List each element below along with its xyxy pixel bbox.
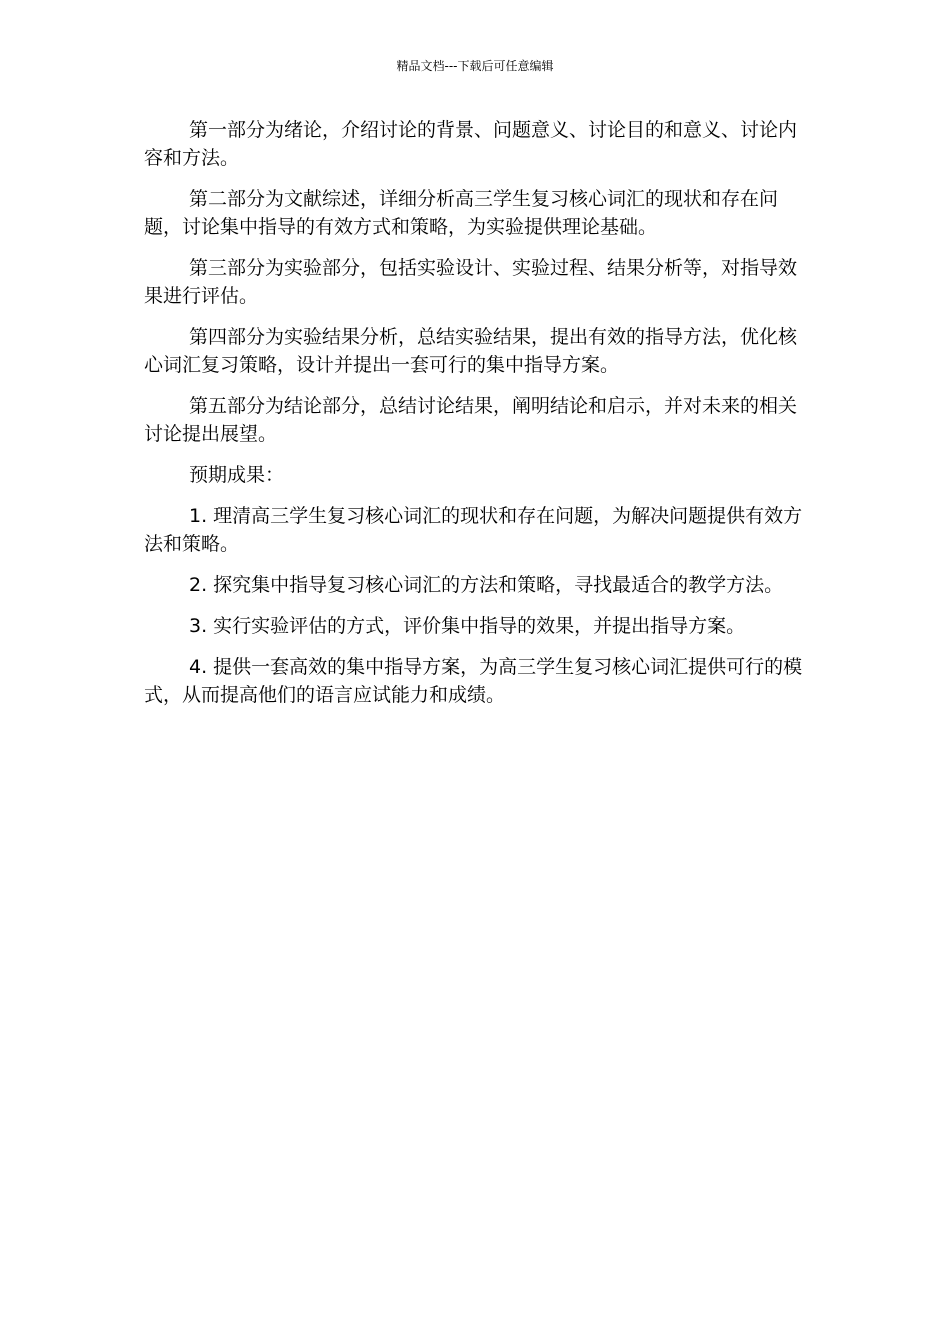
expected-results-heading: 预期成果： — [189, 464, 285, 486]
paragraph-part-two: 第二部分为文献综述，详细分析高三学生复习核心词汇的现状和存在问题，讨论集中指导的有效方式和策略，为实验提供理论基础。 — [144, 188, 779, 238]
expected-result-item-2: 2. 探究集中指导复习核心词汇的方法和策略，寻找最适合的教学方法。 — [189, 574, 784, 596]
page-header: 精品文档---下载后可任意编辑 — [396, 59, 554, 73]
paragraph-part-one: 第一部分为绪论，介绍讨论的背景、问题意义、讨论目的和意义、讨论内容和方法。 — [144, 119, 798, 169]
paragraph-part-five: 第五部分为结论部分，总结讨论结果，阐明结论和启示，并对未来的相关讨论提出展望。 — [144, 395, 798, 445]
expected-result-item-4: 4. 提供一套高效的集中指导方案，为高三学生复习核心词汇提供可行的模式，从而提高他们的语言应试能力和成绩。 — [144, 656, 803, 706]
expected-result-item-3: 3. 实行实验评估的方式，评价集中指导的效果，并提出指导方案。 — [189, 615, 746, 637]
document-body — [144, 116, 804, 722]
paragraph-part-four: 第四部分为实验结果分析，总结实验结果，提出有效的指导方法，优化核心词汇复习策略，设计并提出一套可行的集中指导方案。 — [144, 326, 798, 376]
paragraph-part-three: 第三部分为实验部分，包括实验设计、实验过程、结果分析等，对指导效果进行评估。 — [144, 257, 798, 307]
expected-result-item-1: 1. 理清高三学生复习核心词汇的现状和存在问题，为解决问题提供有效方法和策略。 — [144, 505, 803, 555]
